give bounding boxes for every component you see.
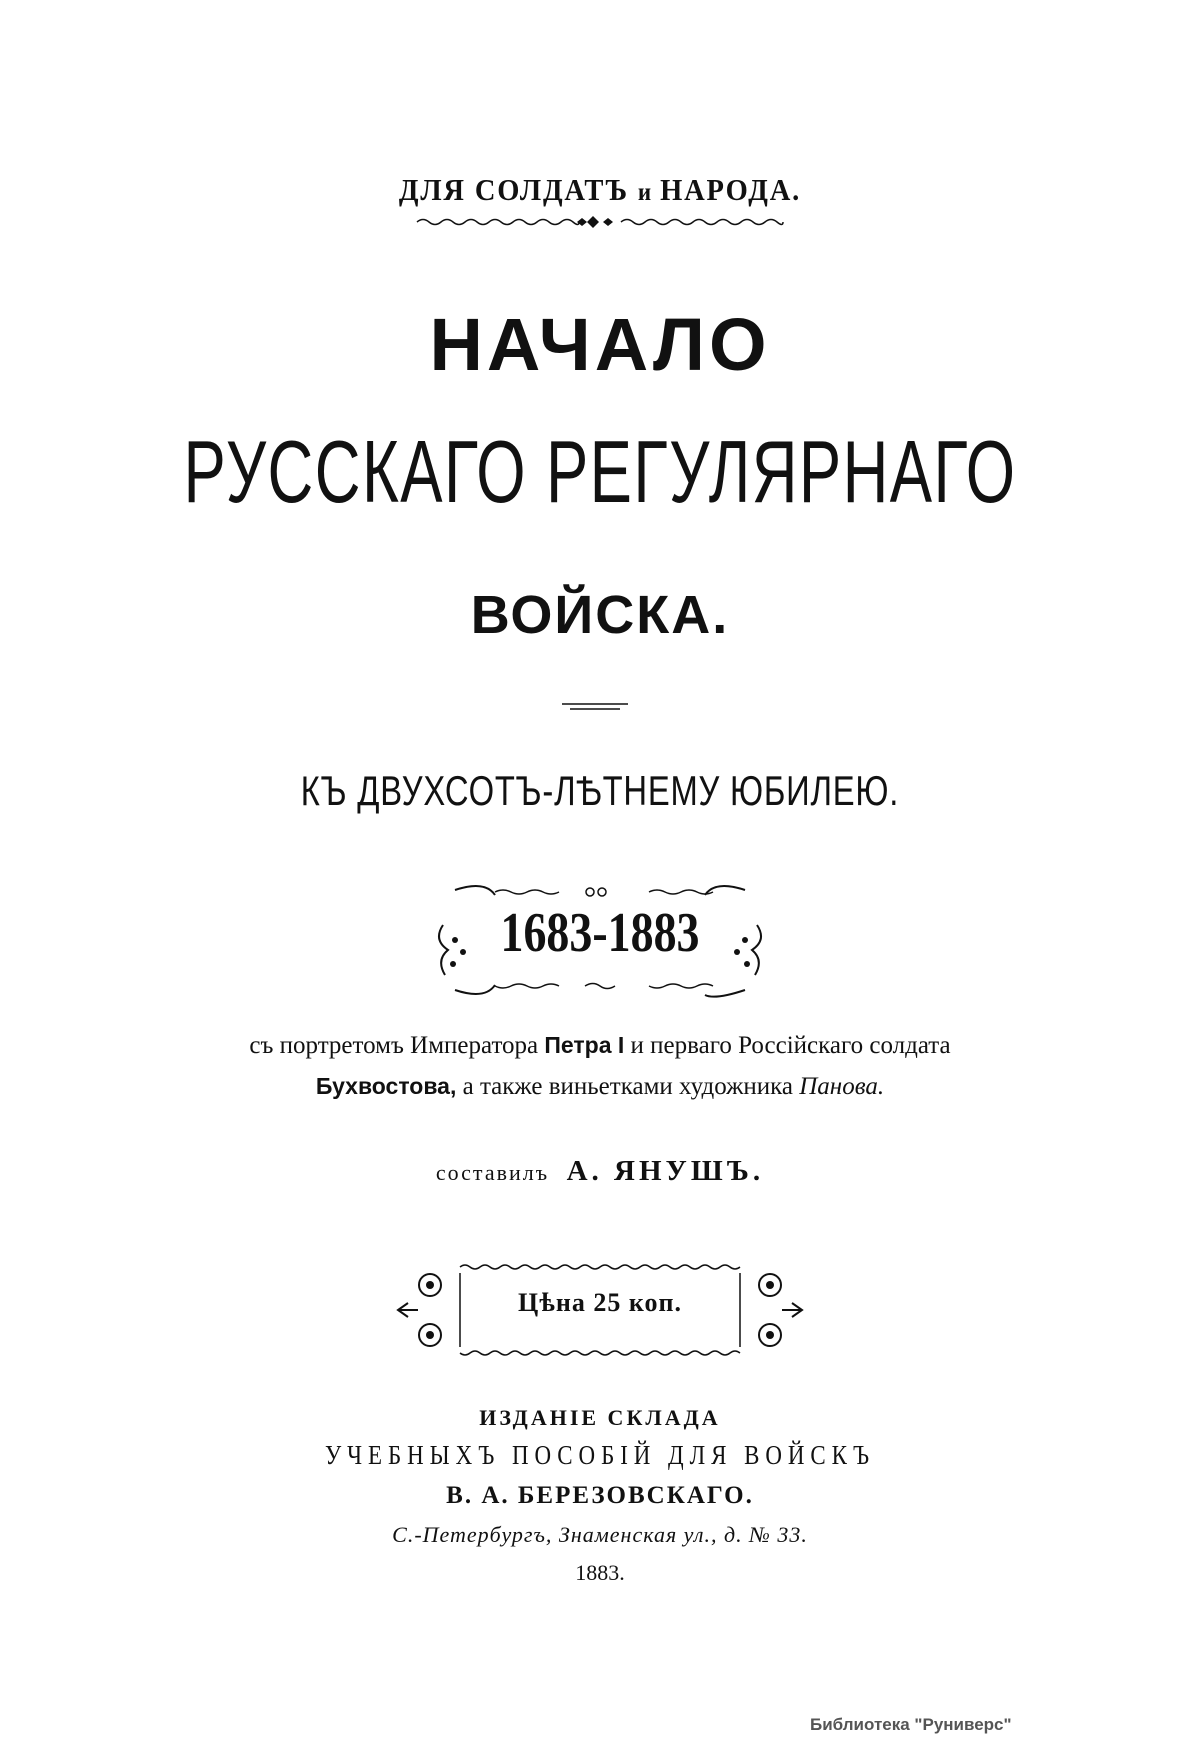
title-line-3: ВОЙСКА.	[470, 585, 730, 645]
compiler-name: А. ЯНУШЪ.	[566, 1155, 765, 1187]
imprint-year: 1883.	[575, 1560, 625, 1585]
emperor-name: Петра I	[544, 1032, 625, 1058]
description-text-1: съ портретомъ Императора	[249, 1032, 539, 1059]
description-text-2: и перваго Россійскаго солдата	[630, 1032, 951, 1059]
compiler-line	[0, 1155, 1200, 1188]
series-part2: НАРОДА.	[660, 172, 802, 207]
series-part1: ДЛЯ СОЛДАТЪ	[398, 172, 629, 207]
jubilee-years: 1683-1883	[500, 902, 700, 964]
imprint-line-3: В. А. БЕРЕЗОВСКАГО.	[446, 1482, 754, 1509]
short-rule	[560, 700, 630, 712]
series-heading	[48, 172, 1152, 208]
description	[0, 1025, 1200, 1107]
title-line-2: РУССКАГО РЕГУЛЯРНАГО	[183, 422, 1017, 521]
compiler-label: составилъ	[435, 1160, 550, 1185]
subtitle: КЪ ДВУХСОТЪ-ЛѢТНЕМУ ЮБИЛЕЮ.	[300, 767, 900, 814]
artist-name: Панова.	[799, 1073, 885, 1100]
ornamental-rule-top	[415, 213, 785, 231]
description-line-1	[0, 1025, 1200, 1066]
description-text-3: а также виньетками художника	[462, 1073, 793, 1100]
price: Цѣна 25 коп.	[518, 1288, 682, 1317]
description-line-2	[0, 1066, 1200, 1107]
series-conj: и	[637, 179, 652, 206]
imprint-address: С.-Петербургъ, Знаменская ул., д. № 33.	[392, 1522, 808, 1547]
imprint-line-2: УЧЕБНЫХЪ ПОСОБІЙ ДЛЯ ВОЙСКЪ	[324, 1440, 876, 1470]
library-watermark: Библиотека "Руниверс"	[810, 1715, 1012, 1734]
soldier-name: Бухвостова,	[315, 1073, 457, 1099]
title-line-1: НАЧАЛО	[429, 303, 771, 386]
imprint-line-1: ИЗДАНІЕ СКЛАДА	[479, 1405, 721, 1430]
